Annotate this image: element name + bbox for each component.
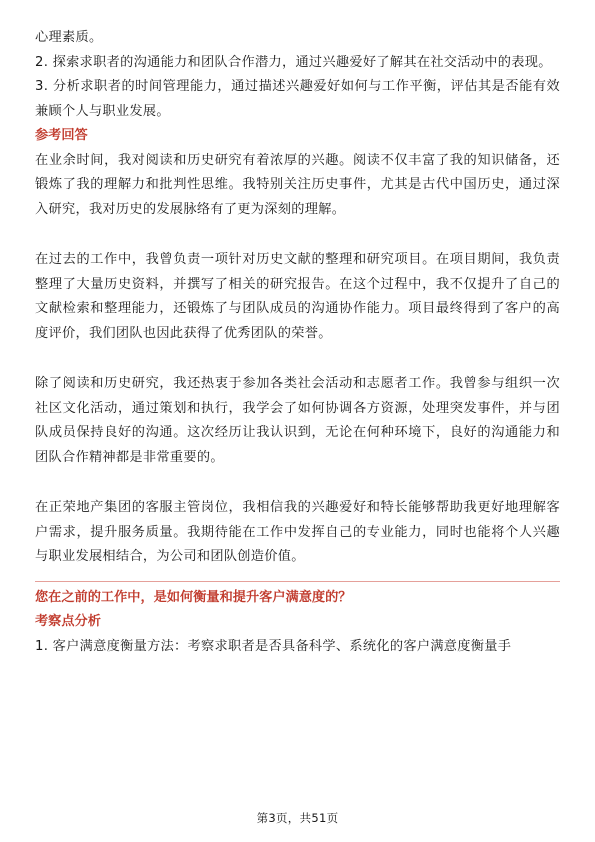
intro-line: 心理素质。	[35, 30, 103, 45]
answer-paragraph-2: 在过去的工作中，我曾负责一项针对历史文献的整理和研究项目。在项目期间，我负责整理了大量历史资料，并撰写了相关的研究报告。在这个过程中，我不仅提升了自己的文献检索和整理能力，还锻炼了与团队成员的沟通协作能力。项目最终得到了客户的高度评价，我们团队也因此获得了优秀团队的荣誉。	[35, 252, 560, 341]
intro-item-2: 2. 探索求职者的沟通能力和团队合作潜力，通过兴趣爱好了解其在社交活动中的表现。	[35, 54, 552, 70]
analysis-heading: 考察点分析	[35, 614, 101, 629]
page-footer: 第3页，共51页	[256, 811, 339, 825]
answer-paragraph-1: 在业余时间，我对阅读和历史研究有着浓厚的兴趣。阅读不仅丰富了我的知识储备，还锻炼了我的理解力和批判性思维。我特别关注历史事件，尤其是古代中国历史，通过深入研究，我对历史的发展脉络有了更为深刻的理解。	[35, 152, 560, 217]
intro-item-3: 3. 分析求职者的时间管理能力，通过描述兴趣爱好如何与工作平衡，评估其是否能有效兼顾个人与职业发展。	[35, 79, 560, 119]
analysis-item-1: 1. 客户满意度衡量方法：考察求职者是否具备科学、系统化的客户满意度衡量手	[35, 638, 512, 654]
section-divider	[35, 581, 560, 582]
reference-answer-heading: 参考回答	[35, 128, 88, 143]
answer-paragraph-3: 除了阅读和历史研究，我还热衷于参加各类社会活动和志愿者工作。我曾参与组织一次社区文化活动，通过策划和执行，我学会了如何协调各方资源，处理突发事件，并与团队成员保持良好的沟通。这次经历让我认识到，无论在何种环境下，良好的沟通能力和团队合作精神都是非常重要的。	[35, 376, 560, 465]
question-title: 您在之前的工作中，是如何衡量和提升客户满意度的？	[35, 589, 352, 605]
page-content	[35, 26, 560, 659]
answer-paragraph-4: 在正荣地产集团的客服主管岗位，我相信我的兴趣爱好和特长能够帮助我更好地理解客户需求，提升服务质量。我期待能在工作中发挥自己的专业能力，同时也能将个人兴趣与职业发展相结合，为公司和团队创造价值。	[35, 500, 560, 564]
